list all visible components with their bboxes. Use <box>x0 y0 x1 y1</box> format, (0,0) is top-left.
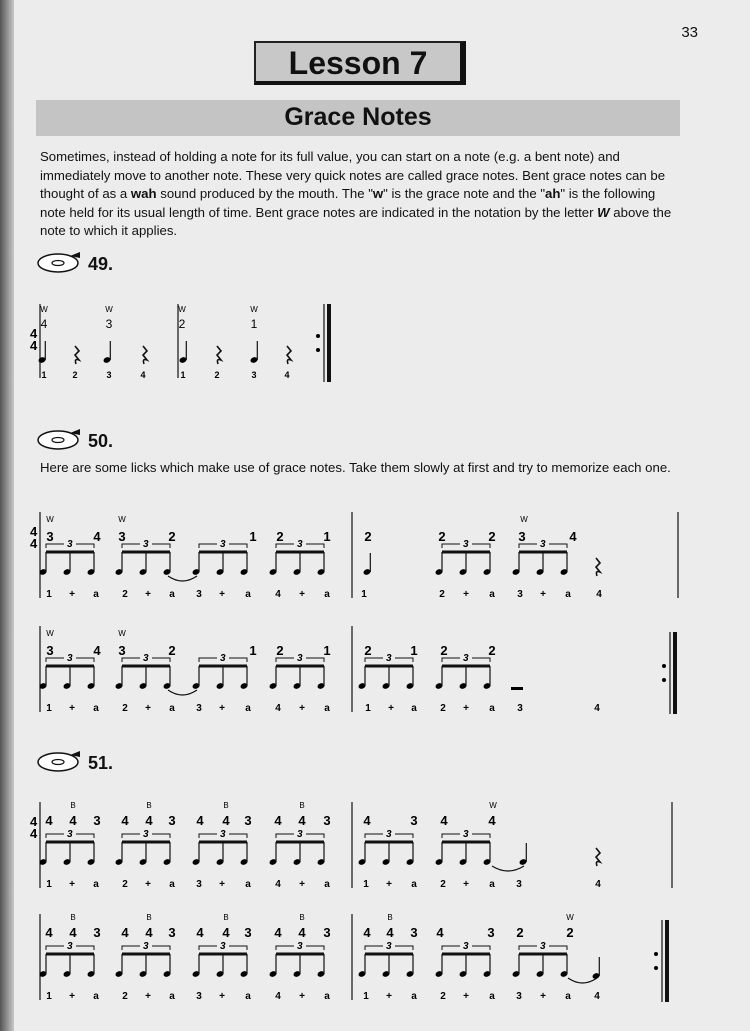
hole-number: 3 <box>487 925 495 940</box>
beat-count: 1 <box>46 879 52 890</box>
beat-count: + <box>219 589 225 600</box>
bend-mark: B <box>146 913 152 922</box>
hole-number: 2 <box>364 529 372 544</box>
repeat-dot <box>654 952 658 956</box>
beat-count: a <box>324 991 330 1002</box>
hole-number: 4 <box>45 925 53 940</box>
beat-count: 3 <box>106 370 112 380</box>
beat-count: 2 <box>439 589 445 600</box>
hole-number: 2 <box>276 643 284 658</box>
beat-count: a <box>489 991 495 1002</box>
beat-count: a <box>245 991 251 1002</box>
hole-number: 4 <box>298 925 306 940</box>
intro-emph-w: w <box>372 186 384 201</box>
beat-count: + <box>69 703 75 714</box>
time-signature-top: 4 <box>30 814 38 829</box>
beat-count: + <box>145 879 151 890</box>
cd-icon <box>36 749 82 778</box>
hole-number: 4 <box>145 813 153 828</box>
hole-number: 4 <box>196 813 204 828</box>
hole-number: 4 <box>69 925 77 940</box>
hole-number: 4 <box>45 813 53 828</box>
beat-count: 2 <box>440 703 446 714</box>
hole-number: 4 <box>436 925 444 940</box>
beat-count: 2 <box>122 589 128 600</box>
beat-count: 3 <box>196 879 202 890</box>
triplet-number: 3 <box>143 653 149 664</box>
triplet-number: 3 <box>463 829 469 840</box>
beat-count: 1 <box>46 703 52 714</box>
beat-count: a <box>93 991 99 1002</box>
beat-count: + <box>299 589 305 600</box>
bend-mark: B <box>299 801 305 810</box>
bend-mark: B <box>387 913 393 922</box>
beat-count: 2 <box>122 991 128 1002</box>
beat-count: + <box>386 991 392 1002</box>
tie <box>492 866 524 871</box>
beat-count: + <box>463 589 469 600</box>
tie <box>568 978 597 983</box>
hole-number: 4 <box>488 813 496 828</box>
beat-count: 2 <box>440 991 446 1002</box>
beat-count: 4 <box>594 991 600 1002</box>
bend-mark: W <box>46 515 54 524</box>
bend-mark: B <box>146 801 152 810</box>
triplet-number: 3 <box>463 539 469 550</box>
bend-mark: W <box>566 913 574 922</box>
hole-number: 4 <box>69 813 77 828</box>
beat-count: 1 <box>46 589 52 600</box>
hole-number: 3 <box>323 813 331 828</box>
beat-count: 2 <box>214 370 220 380</box>
notation-example-49 <box>0 300 750 390</box>
hole-number: 4 <box>386 925 394 940</box>
example-number: 49. <box>88 254 114 274</box>
beat-count: 3 <box>517 589 523 600</box>
beat-count: + <box>219 879 225 890</box>
beat-count: 2 <box>122 879 128 890</box>
notation-example-50-line-1 <box>0 508 750 608</box>
triplet-number: 3 <box>386 829 392 840</box>
beat-count: 1 <box>363 879 369 890</box>
bend-mark: W <box>46 629 54 638</box>
beat-count: a <box>169 703 175 714</box>
hole-number: 2 <box>516 925 524 940</box>
repeat-dot <box>654 966 658 970</box>
triplet-number: 3 <box>220 941 226 952</box>
intro-emph-W: W <box>597 204 610 220</box>
beat-count: a <box>169 589 175 600</box>
hole-number: 4 <box>440 813 448 828</box>
beat-count: 4 <box>275 879 281 890</box>
beat-count: + <box>299 703 305 714</box>
beat-count: 3 <box>516 991 522 1002</box>
quarter-rest <box>217 346 221 364</box>
beat-count: 1 <box>41 370 47 380</box>
beat-count: + <box>219 703 225 714</box>
intro-text: " is the grace note and the " <box>383 186 546 201</box>
hole-number: 3 <box>46 529 54 544</box>
hole-number: 2 <box>276 529 284 544</box>
section-title: Grace Notes <box>284 103 432 131</box>
repeat-dot <box>316 334 320 338</box>
intro-emph-ah: ah <box>545 186 561 201</box>
triplet-number: 3 <box>67 539 73 550</box>
beat-count: a <box>411 879 417 890</box>
beat-count: 1 <box>361 589 367 600</box>
beat-count: a <box>169 879 175 890</box>
hole-number: 3 <box>244 813 252 828</box>
hole-number: 3 <box>46 643 54 658</box>
tie <box>168 690 197 695</box>
hole-number: 3 <box>518 529 526 544</box>
bend-mark: B <box>70 801 76 810</box>
triplet-number: 3 <box>220 653 226 664</box>
beat-count: 4 <box>275 991 281 1002</box>
hole-number: 2 <box>168 643 176 658</box>
hole-number: 2 <box>488 529 496 544</box>
hole-number: 3 <box>105 317 113 331</box>
repeat-dot <box>662 664 666 668</box>
beat-count: 2 <box>72 370 78 380</box>
beat-count: + <box>463 703 469 714</box>
hole-number: 3 <box>93 925 101 940</box>
hole-number: 4 <box>363 813 371 828</box>
cd-icon <box>36 427 82 456</box>
time-signature-top: 4 <box>30 326 38 341</box>
hole-number: 4 <box>274 813 282 828</box>
beat-count: a <box>324 703 330 714</box>
repeat-dot <box>316 348 320 352</box>
hole-number: 3 <box>118 643 126 658</box>
hole-number: 3 <box>168 925 176 940</box>
beat-count: + <box>463 991 469 1002</box>
beat-count: + <box>145 589 151 600</box>
quarter-rest <box>287 346 291 364</box>
intro-text: sound produced by the mouth. The " <box>156 186 373 201</box>
bend-mark: W <box>105 305 113 314</box>
beat-count: + <box>69 879 75 890</box>
beat-count: 1 <box>46 991 52 1002</box>
hole-number: 1 <box>323 529 331 544</box>
beat-count: 1 <box>363 991 369 1002</box>
repeat-dot <box>662 678 666 682</box>
bend-mark: B <box>223 801 229 810</box>
beat-count: 4 <box>275 589 281 600</box>
bend-mark: W <box>40 305 48 314</box>
beat-count: 4 <box>596 589 602 600</box>
page-number: 33 <box>681 24 698 41</box>
example-number: 51. <box>88 753 114 773</box>
beat-count: + <box>388 703 394 714</box>
hole-number: 4 <box>222 813 230 828</box>
quarter-rest <box>596 848 600 866</box>
hole-number: 2 <box>168 529 176 544</box>
hole-number: 1 <box>250 317 258 331</box>
triplet-number: 3 <box>297 653 303 664</box>
tie <box>168 576 197 581</box>
intro-paragraph <box>40 148 680 241</box>
beat-count: a <box>93 879 99 890</box>
triplet-number: 3 <box>540 941 546 952</box>
beat-count: + <box>463 879 469 890</box>
triplet-number: 3 <box>220 539 226 550</box>
beat-count: a <box>245 703 251 714</box>
beat-count: a <box>93 589 99 600</box>
hole-number: 4 <box>145 925 153 940</box>
beat-count: a <box>245 589 251 600</box>
hole-number: 4 <box>121 813 129 828</box>
beat-count: + <box>145 991 151 1002</box>
hole-number: 2 <box>178 317 186 331</box>
beat-count: 3 <box>517 703 523 714</box>
beat-count: a <box>324 879 330 890</box>
hole-number: 3 <box>410 813 418 828</box>
hole-number: 1 <box>249 643 257 658</box>
example-49-header <box>36 250 113 279</box>
quarter-rest <box>596 558 600 576</box>
hole-number: 4 <box>363 925 371 940</box>
beat-count: a <box>565 991 571 1002</box>
example-50-header <box>36 427 113 456</box>
triplet-number: 3 <box>220 829 226 840</box>
example-50-description: Here are some licks which make use of grace notes. Take them slowly at first and try to memorize each one. <box>40 460 671 475</box>
intro-text: " is the following note held for its usual length of time. Bent grace notes are indicated in the notation by the letter <box>40 186 656 220</box>
bend-mark: B <box>223 913 229 922</box>
triplet-number: 3 <box>386 653 392 664</box>
beat-count: + <box>299 879 305 890</box>
hole-number: 4 <box>222 925 230 940</box>
section-banner <box>36 100 680 136</box>
beat-count: + <box>386 879 392 890</box>
beat-count: a <box>411 991 417 1002</box>
beat-count: a <box>245 879 251 890</box>
bend-mark: W <box>250 305 258 314</box>
triplet-number: 3 <box>143 941 149 952</box>
beat-count: 2 <box>440 879 446 890</box>
beat-count: 1 <box>180 370 186 380</box>
beat-count: 3 <box>196 589 202 600</box>
beat-count: 4 <box>140 370 146 380</box>
bend-mark: W <box>520 515 528 524</box>
beat-count: + <box>219 991 225 1002</box>
hole-number: 4 <box>569 529 577 544</box>
beat-count: + <box>145 703 151 714</box>
bend-mark: W <box>178 305 186 314</box>
hole-number: 4 <box>121 925 129 940</box>
cd-icon <box>36 250 82 279</box>
bend-mark: W <box>118 629 126 638</box>
triplet-number: 3 <box>297 539 303 550</box>
beat-count: a <box>169 991 175 1002</box>
example-51-header <box>36 749 113 778</box>
half-rest <box>511 687 523 690</box>
triplet-number: 3 <box>463 941 469 952</box>
triplet-number: 3 <box>67 653 73 664</box>
beat-count: 3 <box>196 703 202 714</box>
hole-number: 3 <box>244 925 252 940</box>
beat-count: + <box>540 589 546 600</box>
triplet-number: 3 <box>463 653 469 664</box>
time-signature-top: 4 <box>30 524 38 539</box>
intro-text: Sometimes, instead of holding a note for its full value, you can start on a note (e.g. a bent note) and immediately move to another note. These very quick notes are called grace notes. Bent grace notes can be thought of as a <box>40 149 666 201</box>
triplet-number: 3 <box>67 829 73 840</box>
beat-count: a <box>411 703 417 714</box>
lesson-title: Lesson 7 <box>254 41 466 85</box>
time-signature-bottom: 4 <box>30 536 38 551</box>
bend-mark: B <box>70 913 76 922</box>
hole-number: 2 <box>440 643 448 658</box>
hole-number: 1 <box>249 529 257 544</box>
hole-number: 2 <box>364 643 372 658</box>
time-signature-bottom: 4 <box>30 826 38 841</box>
triplet-number: 3 <box>143 539 149 550</box>
beat-count: a <box>489 703 495 714</box>
intro-text: above the note to which it applies. <box>40 204 672 238</box>
hole-number: 2 <box>438 529 446 544</box>
hole-number: 4 <box>40 317 48 331</box>
notation-example-50-line-2 <box>0 622 750 722</box>
beat-count: 4 <box>595 879 601 890</box>
beat-count: a <box>489 879 495 890</box>
beat-count: + <box>69 589 75 600</box>
hole-number: 3 <box>410 925 418 940</box>
beat-count: a <box>324 589 330 600</box>
hole-number: 1 <box>323 643 331 658</box>
beat-count: + <box>299 991 305 1002</box>
hole-number: 1 <box>410 643 418 658</box>
hole-number: 4 <box>196 925 204 940</box>
beat-count: 3 <box>516 879 522 890</box>
beat-count: + <box>69 991 75 1002</box>
bend-mark: B <box>299 913 305 922</box>
hole-number: 4 <box>298 813 306 828</box>
notation-example-51-line-1 <box>0 798 750 898</box>
time-signature-bottom: 4 <box>30 338 38 353</box>
bend-mark: W <box>489 801 497 810</box>
hole-number: 3 <box>323 925 331 940</box>
hole-number: 4 <box>93 643 101 658</box>
triplet-number: 3 <box>297 941 303 952</box>
beat-count: 1 <box>365 703 371 714</box>
beat-count: a <box>489 589 495 600</box>
hole-number: 4 <box>274 925 282 940</box>
beat-count: 3 <box>196 991 202 1002</box>
quarter-rest <box>75 346 79 364</box>
bend-mark: W <box>118 515 126 524</box>
beat-count: + <box>540 991 546 1002</box>
triplet-number: 3 <box>297 829 303 840</box>
hole-number: 4 <box>93 529 101 544</box>
beat-count: 3 <box>251 370 257 380</box>
intro-emph-wah: wah <box>130 186 157 201</box>
hole-number: 3 <box>93 813 101 828</box>
hole-number: 2 <box>566 925 574 940</box>
triplet-number: 3 <box>540 539 546 550</box>
beat-count: a <box>565 589 571 600</box>
hole-number: 2 <box>488 643 496 658</box>
triplet-number: 3 <box>67 941 73 952</box>
beat-count: 4 <box>594 703 600 714</box>
hole-number: 3 <box>118 529 126 544</box>
beat-count: 2 <box>122 703 128 714</box>
beat-count: a <box>93 703 99 714</box>
example-number: 50. <box>88 431 114 451</box>
beat-count: 4 <box>284 370 290 380</box>
hole-number: 3 <box>168 813 176 828</box>
triplet-number: 3 <box>386 941 392 952</box>
quarter-rest <box>143 346 147 364</box>
triplet-number: 3 <box>143 829 149 840</box>
notation-example-51-line-2 <box>0 910 750 1010</box>
beat-count: 4 <box>275 703 281 714</box>
